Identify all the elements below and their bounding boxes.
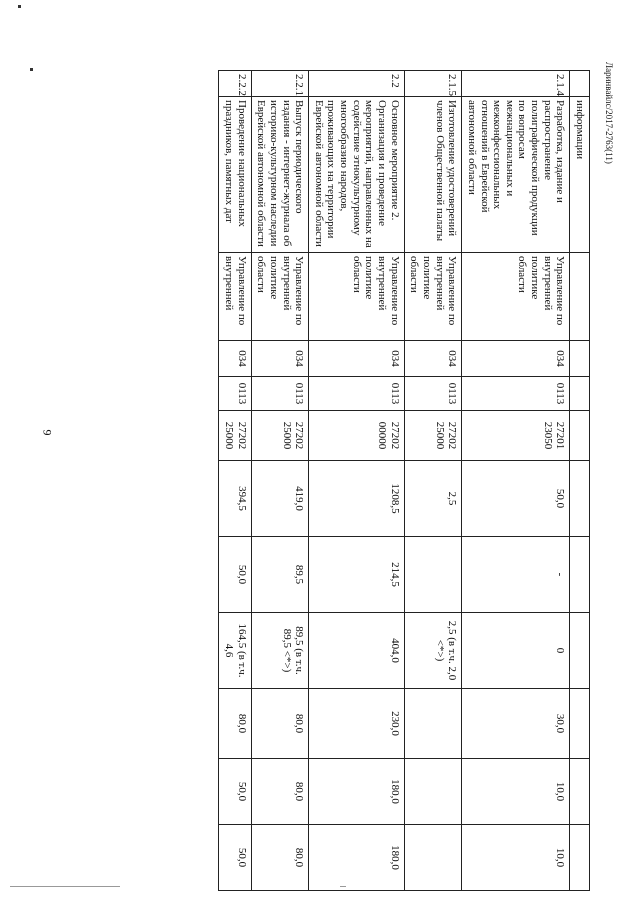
year-5-amount-cell [404,825,462,891]
row-number-cell: 2.2.2 [219,71,251,97]
target-article-cell: 27201 23050 [462,411,570,461]
grbs-code-cell: 034 [309,341,404,377]
grbs-code-cell: 034 [462,341,570,377]
year-1-amount-cell [404,537,462,613]
row-number-cell: 2.2.1 [251,71,309,97]
year-1-amount-cell: 214,5 [309,537,404,613]
measure-name-cell: Проведение национальных праздников, памятных дат [219,97,251,253]
page-number: 9 [40,429,55,436]
measure-name-cell: Выпуск периодического издания - интернет-журнала об историко-культурном наследии Еврейской автономной области [251,97,309,253]
year-1-amount-cell: 89,5 [251,537,309,613]
year-5-amount-cell: 10,0 [462,825,570,891]
section-code-cell: 0113 [404,377,462,411]
table-header-row [570,71,590,891]
header-cell: информации [570,97,590,253]
year-3-amount-cell: 30,0 [462,689,570,759]
section-code-cell: 0113 [251,377,309,411]
year-5-amount-cell: 80,0 [251,825,309,891]
measure-name-cell: Основное мероприятие 2. Организация и проведение мероприятий, направленных на содействие этнокультурному многообразию народов, проживающих на территории Еврейской автономной области [309,97,404,253]
target-article-cell: 27202 25000 [219,411,251,461]
grbs-code-cell: 034 [219,341,251,377]
side-note-text: Ларинвайлс/2017-2763(11) [604,62,614,164]
total-amount-cell: 1208,5 [309,461,404,537]
budget-table [218,70,590,891]
table-row [404,71,462,891]
section-code-cell: 0113 [462,377,570,411]
total-amount-cell: 2,5 [404,461,462,537]
year-5-amount-cell: 180,0 [309,825,404,891]
executor-cell: Управление по внутренней политике области [404,253,462,341]
year-2-amount-cell: 0 [462,613,570,689]
year-3-amount-cell [404,689,462,759]
target-article-cell: 27202 25000 [404,411,462,461]
row-number-cell: 2.1.4 [462,71,570,97]
year-2-amount-cell: 89,5 (в т.ч. 89,5 <*>) [251,613,309,689]
year-3-amount-cell: 80,0 [219,689,251,759]
table-row [251,71,309,891]
executor-cell: Управление по внутренней политике области [309,253,404,341]
year-4-amount-cell: 80,0 [251,759,309,825]
measure-name-cell: Разработка, издание и распространение полиграфической продукции по вопросам межнациональных и межконфессиональных отношений в Еврейской автономной области [462,97,570,253]
year-2-amount-cell: 164,5 (в т.ч. 4,6 [219,613,251,689]
table-row [462,71,570,891]
row-number-cell: 2.1.5 [404,71,462,97]
table-row [219,71,251,891]
grbs-code-cell: 034 [404,341,462,377]
total-amount-cell: 394,5 [219,461,251,537]
total-amount-cell: 419,0 [251,461,309,537]
year-3-amount-cell: 80,0 [251,689,309,759]
year-2-amount-cell: 2,5 (в т.ч. 2,0 <*>) [404,613,462,689]
section-code-cell: 0113 [219,377,251,411]
executor-cell: Управление по внутренней политике области [251,253,309,341]
target-article-cell: 27202 25000 [251,411,309,461]
rotated-table-container [65,70,590,890]
year-4-amount-cell: 50,0 [219,759,251,825]
total-amount-cell: 50,0 [462,461,570,537]
row-number-cell: 2.2 [309,71,404,97]
year-5-amount-cell: 50,0 [219,825,251,891]
year-4-amount-cell: 10,0 [462,759,570,825]
executor-cell: Управление по внутренней политике области [462,253,570,341]
year-4-amount-cell: 180,0 [309,759,404,825]
scan-speck [30,68,33,71]
target-article-cell: 27202 00000 [309,411,404,461]
year-4-amount-cell [404,759,462,825]
year-3-amount-cell: 230,0 [309,689,404,759]
year-1-amount-cell: 50,0 [219,537,251,613]
section-code-cell: 0113 [309,377,404,411]
side-note [600,62,616,182]
measure-name-cell: Изготовление удостоверений членов Общественной палаты [404,97,462,253]
year-2-amount-cell: 404,0 [309,613,404,689]
table-row [309,71,404,891]
year-1-amount-cell: - [462,537,570,613]
scan-speck [18,5,21,8]
grbs-code-cell: 034 [251,341,309,377]
executor-cell: Управление по внутренней [219,253,251,341]
